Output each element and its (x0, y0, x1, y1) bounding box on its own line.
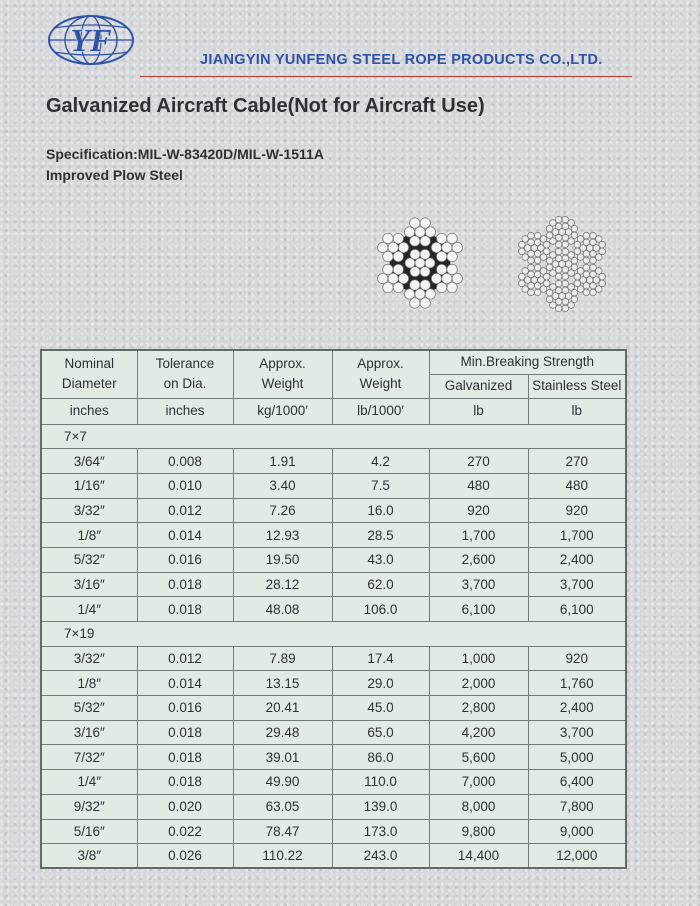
cable-7x19-cross-section-image (510, 212, 614, 316)
galvanized-strength-cell: 14,400 (429, 844, 528, 869)
tolerance-cell: 0.012 (137, 646, 233, 671)
stainless-strength-cell: 7,800 (528, 794, 626, 819)
header-nominal-diameter: Nominal Diameter (41, 350, 137, 398)
galvanized-strength-cell: 480 (429, 473, 528, 498)
table-row (41, 671, 626, 696)
galvanized-strength-cell: 5,600 (429, 745, 528, 770)
stainless-strength-cell: 1,700 (528, 523, 626, 548)
nominal-diameter-cell: 1/4″ (41, 597, 137, 622)
stainless-strength-cell: 2,400 (528, 547, 626, 572)
table-row (41, 572, 626, 597)
steel-grade-text: Improved Plow Steel (46, 167, 183, 183)
unit-weight-kg: kg/1000′ (233, 398, 332, 424)
stainless-strength-cell: 920 (528, 646, 626, 671)
stainless-strength-cell: 6,400 (528, 770, 626, 795)
galvanized-strength-cell: 270 (429, 449, 528, 474)
stainless-strength-cell: 5,000 (528, 745, 626, 770)
galvanized-strength-cell: 3,700 (429, 572, 528, 597)
tolerance-cell: 0.018 (137, 770, 233, 795)
company-name: JIANGYIN YUNFENG STEEL ROPE PRODUCTS CO.,LTD. (200, 52, 603, 68)
cable-7x7-cross-section-image (368, 214, 472, 312)
stainless-strength-cell: 480 (528, 473, 626, 498)
weight-kg-cell: 19.50 (233, 547, 332, 572)
tolerance-cell: 0.018 (137, 597, 233, 622)
header-stainless: Stainless Steel (528, 374, 626, 398)
specification-text: Specification:MIL-W-83420D/MIL-W-1511A (46, 146, 324, 162)
stainless-strength-cell: 920 (528, 498, 626, 523)
nominal-diameter-cell: 3/16″ (41, 572, 137, 597)
construction-label: 7×7 (41, 424, 626, 449)
unit-stainless: lb (528, 398, 626, 424)
galvanized-strength-cell: 6,100 (429, 597, 528, 622)
tolerance-cell: 0.022 (137, 819, 233, 844)
nominal-diameter-cell: 5/16″ (41, 819, 137, 844)
weight-lb-cell: 28.5 (332, 523, 429, 548)
table-row (41, 770, 626, 795)
group-row (41, 424, 626, 449)
unit-tolerance: inches (137, 398, 233, 424)
table-row (41, 720, 626, 745)
weight-lb-cell: 16.0 (332, 498, 429, 523)
tolerance-cell: 0.016 (137, 696, 233, 721)
nominal-diameter-cell: 7/32″ (41, 745, 137, 770)
header-weight-lb: Approx. Weight (332, 350, 429, 398)
stainless-strength-cell: 3,700 (528, 572, 626, 597)
galvanized-strength-cell: 1,000 (429, 646, 528, 671)
tolerance-cell: 0.018 (137, 745, 233, 770)
weight-lb-cell: 106.0 (332, 597, 429, 622)
nominal-diameter-cell: 3/64″ (41, 449, 137, 474)
weight-lb-cell: 62.0 (332, 572, 429, 597)
weight-kg-cell: 78.47 (233, 819, 332, 844)
stainless-strength-cell: 6,100 (528, 597, 626, 622)
nominal-diameter-cell: 9/32″ (41, 794, 137, 819)
specs-table-container (40, 349, 627, 869)
table-header (41, 350, 626, 424)
nominal-diameter-cell: 3/16″ (41, 720, 137, 745)
nominal-diameter-cell: 1/4″ (41, 770, 137, 795)
weight-lb-cell: 29.0 (332, 671, 429, 696)
nominal-diameter-cell: 3/32″ (41, 646, 137, 671)
stainless-strength-cell: 3,700 (528, 720, 626, 745)
galvanized-strength-cell: 9,800 (429, 819, 528, 844)
table-row (41, 473, 626, 498)
tolerance-cell: 0.018 (137, 572, 233, 597)
table-row (41, 745, 626, 770)
table-row (41, 523, 626, 548)
weight-lb-cell: 17.4 (332, 646, 429, 671)
weight-kg-cell: 7.26 (233, 498, 332, 523)
header-divider (140, 76, 632, 77)
weight-kg-cell: 39.01 (233, 745, 332, 770)
stainless-strength-cell: 2,400 (528, 696, 626, 721)
table-row (41, 498, 626, 523)
galvanized-strength-cell: 2,000 (429, 671, 528, 696)
unit-nominal-diameter: inches (41, 398, 137, 424)
galvanized-strength-cell: 7,000 (429, 770, 528, 795)
tolerance-cell: 0.014 (137, 671, 233, 696)
tolerance-cell: 0.018 (137, 720, 233, 745)
nominal-diameter-cell: 1/16″ (41, 473, 137, 498)
table-body (41, 424, 626, 868)
weight-kg-cell: 1.91 (233, 449, 332, 474)
galvanized-strength-cell: 2,600 (429, 547, 528, 572)
table-row (41, 696, 626, 721)
nominal-diameter-cell: 5/32″ (41, 696, 137, 721)
weight-lb-cell: 45.0 (332, 696, 429, 721)
tolerance-cell: 0.010 (137, 473, 233, 498)
weight-kg-cell: 12.93 (233, 523, 332, 548)
weight-lb-cell: 139.0 (332, 794, 429, 819)
weight-lb-cell: 4.2 (332, 449, 429, 474)
table-row (41, 844, 626, 869)
table-row (41, 646, 626, 671)
galvanized-strength-cell: 4,200 (429, 720, 528, 745)
weight-lb-cell: 86.0 (332, 745, 429, 770)
table-row (41, 449, 626, 474)
weight-lb-cell: 65.0 (332, 720, 429, 745)
weight-kg-cell: 13.15 (233, 671, 332, 696)
tolerance-cell: 0.016 (137, 547, 233, 572)
stainless-strength-cell: 12,000 (528, 844, 626, 869)
galvanized-strength-cell: 8,000 (429, 794, 528, 819)
logo-text: YF (70, 22, 112, 58)
tolerance-cell: 0.012 (137, 498, 233, 523)
weight-lb-cell: 173.0 (332, 819, 429, 844)
nominal-diameter-cell: 3/8″ (41, 844, 137, 869)
weight-lb-cell: 7.5 (332, 473, 429, 498)
unit-weight-lb: lb/1000′ (332, 398, 429, 424)
nominal-diameter-cell: 1/8″ (41, 671, 137, 696)
weight-kg-cell: 48.08 (233, 597, 332, 622)
weight-kg-cell: 110.22 (233, 844, 332, 869)
weight-kg-cell: 28.12 (233, 572, 332, 597)
weight-lb-cell: 243.0 (332, 844, 429, 869)
table-row (41, 597, 626, 622)
weight-lb-cell: 110.0 (332, 770, 429, 795)
specs-table (40, 349, 627, 869)
header-galvanized: Galvanized (429, 374, 528, 398)
nominal-diameter-cell: 5/32″ (41, 547, 137, 572)
weight-kg-cell: 20.41 (233, 696, 332, 721)
company-logo (46, 14, 136, 66)
group-row (41, 622, 626, 647)
tolerance-cell: 0.026 (137, 844, 233, 869)
unit-galvanized: lb (429, 398, 528, 424)
table-row (41, 819, 626, 844)
weight-lb-cell: 43.0 (332, 547, 429, 572)
construction-label: 7×19 (41, 622, 626, 647)
tolerance-cell: 0.008 (137, 449, 233, 474)
galvanized-strength-cell: 2,800 (429, 696, 528, 721)
header-breaking-strength: Min.Breaking Strength (429, 350, 626, 374)
table-row (41, 547, 626, 572)
page-title: Galvanized Aircraft Cable(Not for Aircraft Use) (46, 95, 485, 117)
stainless-strength-cell: 9,000 (528, 819, 626, 844)
weight-kg-cell: 7.89 (233, 646, 332, 671)
stainless-strength-cell: 270 (528, 449, 626, 474)
table-row (41, 794, 626, 819)
tolerance-cell: 0.014 (137, 523, 233, 548)
weight-kg-cell: 29.48 (233, 720, 332, 745)
weight-kg-cell: 63.05 (233, 794, 332, 819)
galvanized-strength-cell: 920 (429, 498, 528, 523)
nominal-diameter-cell: 1/8″ (41, 523, 137, 548)
nominal-diameter-cell: 3/32″ (41, 498, 137, 523)
weight-kg-cell: 3.40 (233, 473, 332, 498)
galvanized-strength-cell: 1,700 (429, 523, 528, 548)
stainless-strength-cell: 1,760 (528, 671, 626, 696)
header-tolerance: Tolerance on Dia. (137, 350, 233, 398)
tolerance-cell: 0.020 (137, 794, 233, 819)
weight-kg-cell: 49.90 (233, 770, 332, 795)
header-weight-kg: Approx. Weight (233, 350, 332, 398)
